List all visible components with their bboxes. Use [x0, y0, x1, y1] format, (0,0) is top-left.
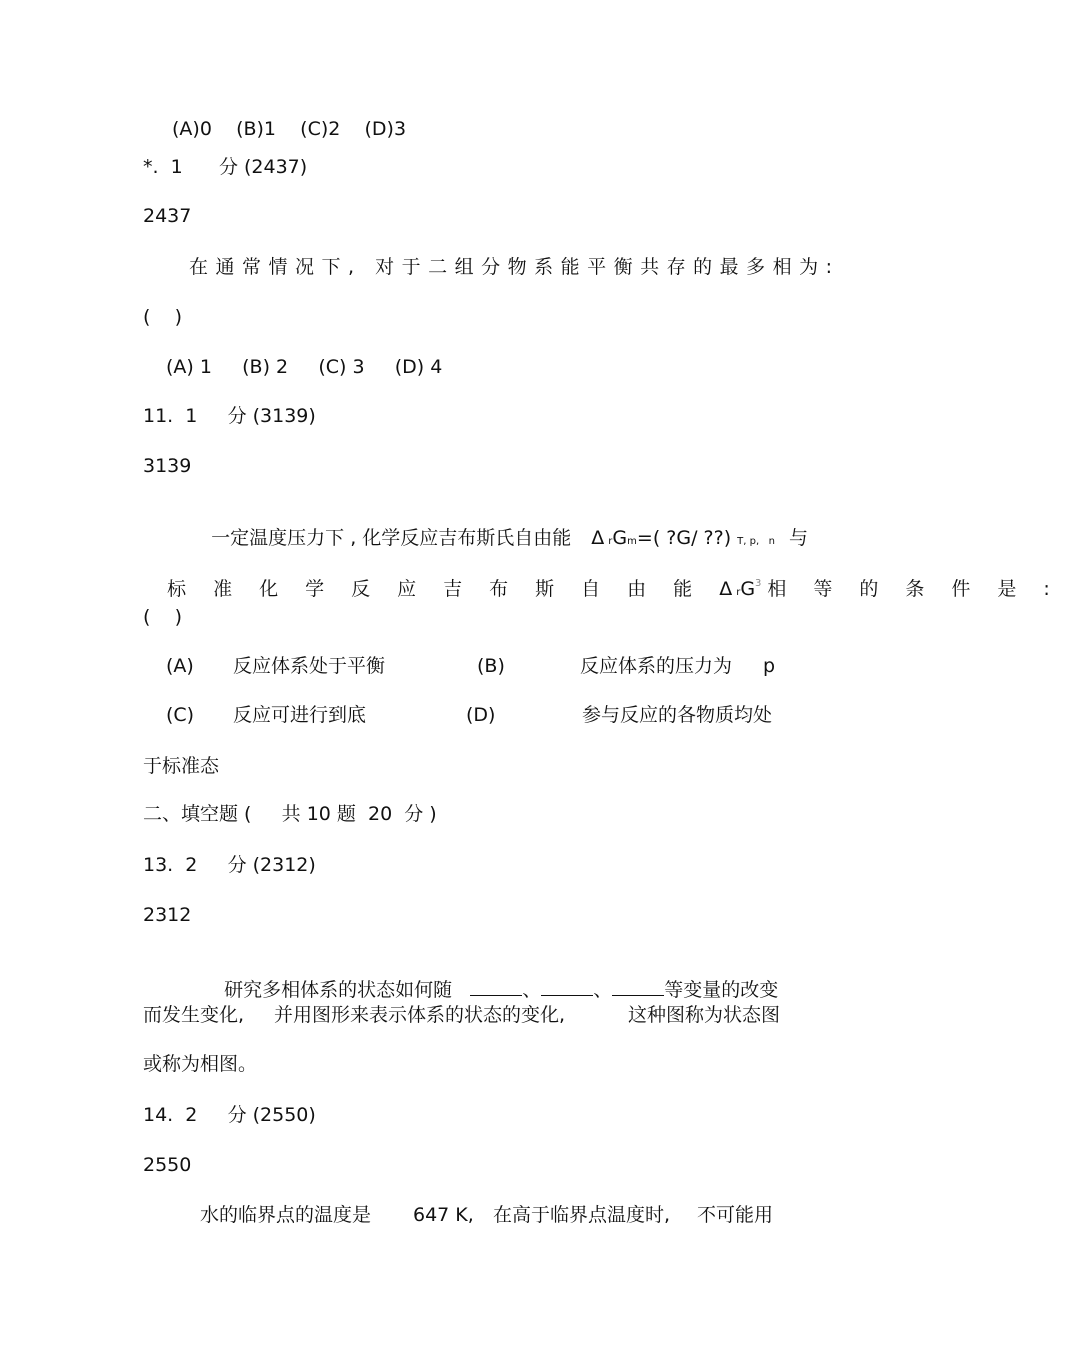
text-segment: 等变量的改变: [664, 979, 779, 1001]
option-a-label: (A): [166, 655, 194, 677]
superscript-standard: 3: [755, 578, 762, 589]
answer-blank-3139: ( ): [143, 606, 182, 628]
question-id-2312: 2312: [143, 904, 192, 926]
fill-blank-2[interactable]: [541, 977, 593, 996]
question-text-3139-line2: [143, 553, 1077, 629]
question-text-2312-line3: 或称为相图。: [143, 1053, 258, 1075]
question-header-2312: 13. 2 分 (2312): [143, 854, 316, 876]
g-symbol: G: [612, 527, 628, 549]
question-text-2312-line2c: 这种图称为状态图: [628, 1004, 781, 1026]
fill-blank-1[interactable]: [470, 977, 522, 996]
question-id-2550: 2550: [143, 1154, 192, 1176]
text-segment: 相等的条件是:: [767, 578, 1077, 600]
question-text-2550-d: 不可能用: [697, 1204, 774, 1226]
option-a-text: 反应体系处于平衡: [233, 655, 386, 677]
delta-symbol: Δ: [719, 578, 733, 600]
options-line-prev: (A)0 (B)1 (C)2 (D)3: [172, 118, 407, 140]
question-text-2437: 在通常情况下, 对于二组分物系能平衡共存的最多相为:: [189, 256, 840, 278]
question-text-2312-line2b: 并用图形来表示体系的状态的变化,: [274, 1004, 566, 1026]
text-segment: 一定温度压力下 , 化学反应吉布斯氏自由能: [211, 527, 572, 549]
answer-blank-2437: ( ): [143, 306, 182, 328]
separator: 、: [593, 979, 613, 1001]
question-text-2550-b: 647 K,: [413, 1204, 474, 1226]
g-symbol: G: [740, 578, 756, 600]
separator: 、: [522, 979, 542, 1001]
text-segment: 研究多相体系的状态如何随: [224, 979, 453, 1001]
option-b-symbol: p: [763, 655, 776, 677]
question-text-2550-a: 水的临界点的温度是: [200, 1204, 372, 1226]
subscript-r: r: [608, 536, 613, 547]
delta-symbol: Δ: [591, 527, 605, 549]
text-segment: 标准化学反应吉布斯自由能: [167, 578, 720, 600]
section-heading: 二、填空题 ( 共 10 题 20 分 ): [143, 803, 437, 825]
option-c-text: 反应可进行到底: [233, 704, 367, 726]
option-c-label: (C): [166, 704, 195, 726]
option-b-label: (B): [477, 655, 505, 677]
question-text-2312-line2a: 而发生变化,: [143, 1004, 245, 1026]
text-segment: 与: [789, 527, 809, 549]
subscript-m: m: [627, 536, 637, 547]
options-line-2437: (A) 1 (B) 2 (C) 3 (D) 4: [166, 356, 443, 378]
subscript-r: r: [736, 587, 741, 598]
question-text-2550-c: 在高于临界点温度时,: [493, 1204, 671, 1226]
formula-text: =( ?G/ ??): [636, 527, 732, 549]
question-id-3139: 3139: [143, 455, 192, 477]
question-id-2437: 2437: [143, 205, 192, 227]
option-d-text: 参与反应的各物质均处: [582, 704, 773, 726]
formula-subscript: T, p, n: [737, 536, 776, 547]
fill-blank-3[interactable]: [612, 977, 664, 996]
option-d-label: (D): [466, 704, 496, 726]
option-d-text-continued: 于标准态: [143, 755, 220, 777]
question-header-3139: 11. 1 分 (3139): [143, 405, 316, 427]
option-b-text: 反应体系的压力为: [580, 655, 733, 677]
question-header-2550: 14. 2 分 (2550): [143, 1104, 316, 1126]
question-header-2437: *. 1 分 (2437): [143, 156, 308, 178]
